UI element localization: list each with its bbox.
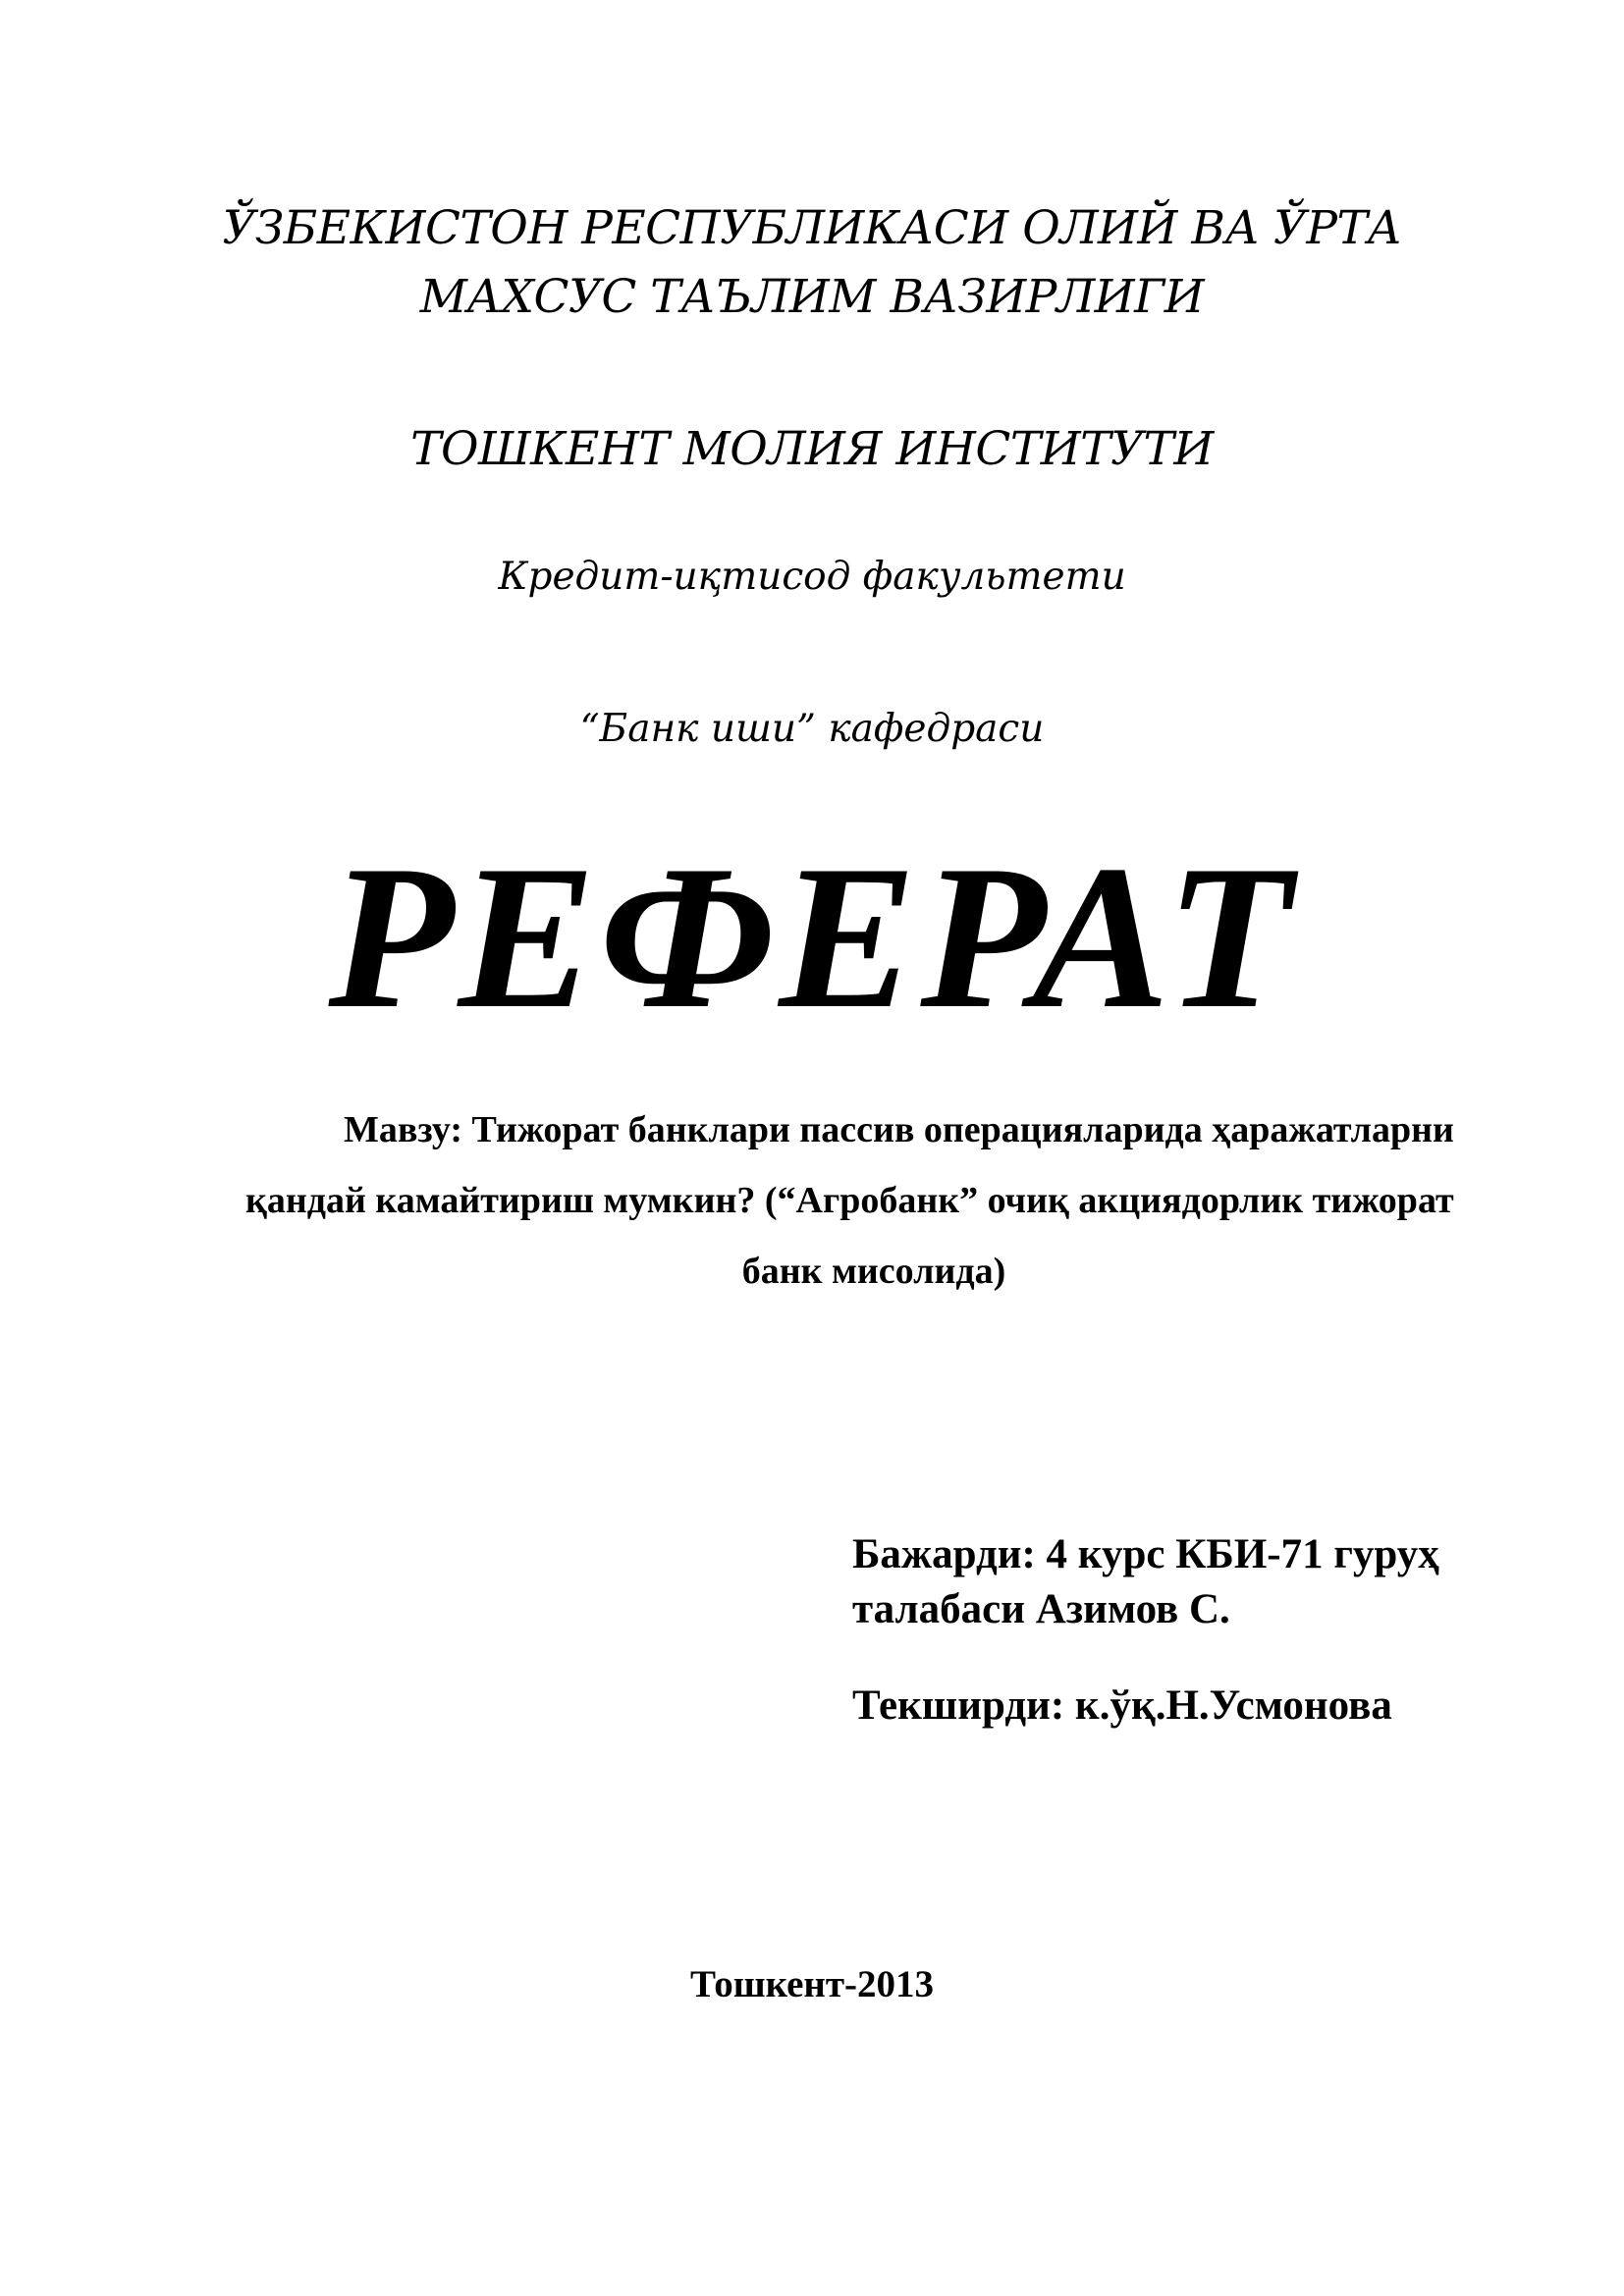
ministry-heading: [0, 194, 1624, 332]
checker-line: Текширди: к.ўқ.Н.Усмонова: [852, 1682, 1392, 1729]
performer-line-2: талабаси Азимов С.: [852, 1586, 1230, 1632]
city-year: Тошкент-2013: [689, 1963, 935, 2005]
document-title: РЕФЕРАТ: [328, 824, 1296, 1051]
topic-line-1: Мавзу: Тижорат банклари пассив операцияларида ҳаражатларни: [344, 1109, 1454, 1150]
faculty-heading: Кредит-иқтисод факультети: [498, 555, 1126, 599]
topic-line-2: қандай камайтириш мумкин? (“Агробанк” очиқ акциядорлик тижорат: [245, 1180, 1454, 1221]
topic-block: [245, 1095, 1502, 1307]
ministry-line-1: ЎЗБЕКИСТОН РЕСПУБЛИКАСИ ОЛИЙ ВА ЎРТА: [222, 201, 1402, 255]
performer-block: [852, 1527, 1439, 1637]
performer-line-1: Бажарди: 4 курс КБИ-71 гуруҳ: [852, 1531, 1439, 1577]
institute-heading: ТОШКЕНТ МОЛИЯ ИНСТИТУТИ: [410, 422, 1214, 476]
topic-line-3: банк мисолида): [741, 1251, 1006, 1292]
ministry-line-2: МАХСУС ТАЪЛИМ ВАЗИРЛИГИ: [419, 270, 1205, 324]
chair-heading: “Банк иши” кафедраси: [579, 707, 1045, 751]
